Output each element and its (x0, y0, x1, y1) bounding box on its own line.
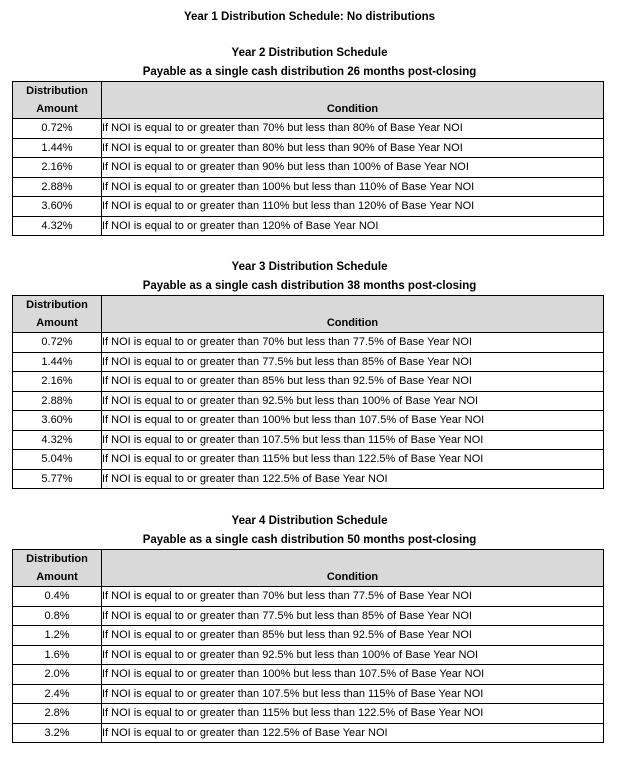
distribution-amount: 1.44% (13, 352, 102, 372)
distribution-condition: If NOI is equal to or greater than 85% but less than 92.5% of Base Year NOI (102, 626, 604, 646)
distribution-amount: 3.60% (13, 197, 102, 217)
amount-header-line2: Amount (36, 571, 78, 583)
distribution-amount: 1.44% (13, 138, 102, 158)
year3-schedule-table (12, 295, 604, 489)
distribution-amount: 0.4% (13, 587, 102, 607)
table-row (13, 587, 604, 607)
distribution-condition: If NOI is equal to or greater than 100% but less than 110% of Base Year NOI (102, 177, 604, 197)
distribution-amount: 0.72% (13, 119, 102, 139)
distribution-amount: 1.2% (13, 626, 102, 646)
amount-header-line2: Amount (36, 103, 78, 115)
year3-title: Year 3 Distribution Schedule (231, 261, 388, 273)
amount-column-header (13, 82, 102, 119)
distribution-amount: 2.88% (13, 177, 102, 197)
table-row (13, 645, 604, 665)
table-header-row (13, 296, 604, 333)
distribution-amount: 1.6% (13, 645, 102, 665)
table-row (13, 391, 604, 411)
amount-header-line2: Amount (36, 317, 78, 329)
distribution-amount: 2.16% (13, 372, 102, 392)
table-row (13, 197, 604, 217)
year4-schedule-table (12, 549, 604, 743)
amount-column-header (13, 550, 102, 587)
distribution-condition: If NOI is equal to or greater than 122.5% of Base Year NOI (102, 723, 604, 743)
year4-subtitle: Payable as a single cash distribution 50 months post-closing (142, 534, 477, 546)
table-row (13, 138, 604, 158)
table-row (13, 411, 604, 431)
distribution-amount: 2.0% (13, 665, 102, 685)
year1-title: Year 1 Distribution Schedule: No distributions (183, 11, 436, 23)
distribution-condition: If NOI is equal to or greater than 80% but less than 90% of Base Year NOI (102, 138, 604, 158)
table-row (13, 430, 604, 450)
distribution-amount: 5.04% (13, 450, 102, 470)
condition-column-header: Condition (102, 550, 604, 587)
distribution-condition: If NOI is equal to or greater than 70% but less than 77.5% of Base Year NOI (102, 333, 604, 353)
distribution-condition: If NOI is equal to or greater than 107.5% but less than 115% of Base Year NOI (102, 684, 604, 704)
distribution-condition: If NOI is equal to or greater than 110% but less than 120% of Base Year NOI (102, 197, 604, 217)
table-row (13, 177, 604, 197)
table-row (13, 684, 604, 704)
distribution-amount: 3.60% (13, 411, 102, 431)
table-row (13, 158, 604, 178)
distribution-condition: If NOI is equal to or greater than 92.5% but less than 100% of Base Year NOI (102, 391, 604, 411)
distribution-condition: If NOI is equal to or greater than 77.5% but less than 85% of Base Year NOI (102, 352, 604, 372)
distribution-amount: 2.4% (13, 684, 102, 704)
table-row (13, 372, 604, 392)
distribution-amount: 2.16% (13, 158, 102, 178)
year2-title: Year 2 Distribution Schedule (231, 47, 388, 59)
distribution-amount: 2.8% (13, 704, 102, 724)
amount-column-header (13, 296, 102, 333)
table-header-row (13, 82, 604, 119)
amount-header-line1: Distribution (26, 299, 88, 311)
table-header-row (13, 550, 604, 587)
distribution-amount: 0.8% (13, 606, 102, 626)
distribution-condition: If NOI is equal to or greater than 115% but less than 122.5% of Base Year NOI (102, 450, 604, 470)
distribution-condition: If NOI is equal to or greater than 115% but less than 122.5% of Base Year NOI (102, 704, 604, 724)
table-row (13, 352, 604, 372)
distribution-condition: If NOI is equal to or greater than 122.5% of Base Year NOI (102, 469, 604, 489)
year2-schedule-table (12, 81, 604, 236)
year2-subtitle: Payable as a single cash distribution 26 months post-closing (142, 66, 477, 78)
distribution-condition: If NOI is equal to or greater than 70% but less than 80% of Base Year NOI (102, 119, 604, 139)
distribution-condition: If NOI is equal to or greater than 100% but less than 107.5% of Base Year NOI (102, 665, 604, 685)
distribution-condition: If NOI is equal to or greater than 92.5% but less than 100% of Base Year NOI (102, 645, 604, 665)
distribution-amount: 4.32% (13, 430, 102, 450)
table-row (13, 216, 604, 236)
distribution-amount: 4.32% (13, 216, 102, 236)
distribution-condition: If NOI is equal to or greater than 120% of Base Year NOI (102, 216, 604, 236)
condition-column-header: Condition (102, 296, 604, 333)
distribution-condition: If NOI is equal to or greater than 100% but less than 107.5% of Base Year NOI (102, 411, 604, 431)
distribution-amount: 0.72% (13, 333, 102, 353)
amount-header-line1: Distribution (26, 85, 88, 97)
table-row (13, 626, 604, 646)
table-row (13, 704, 604, 724)
table-row (13, 333, 604, 353)
year3-subtitle: Payable as a single cash distribution 38 months post-closing (142, 280, 477, 292)
distribution-condition: If NOI is equal to or greater than 77.5% but less than 85% of Base Year NOI (102, 606, 604, 626)
distribution-condition: If NOI is equal to or greater than 70% but less than 77.5% of Base Year NOI (102, 587, 604, 607)
table-row (13, 723, 604, 743)
table-row (13, 450, 604, 470)
distribution-condition: If NOI is equal to or greater than 107.5% but less than 115% of Base Year NOI (102, 430, 604, 450)
distribution-condition: If NOI is equal to or greater than 90% but less than 100% of Base Year NOI (102, 158, 604, 178)
table-row (13, 665, 604, 685)
amount-header-line1: Distribution (26, 553, 88, 565)
distribution-amount: 3.2% (13, 723, 102, 743)
condition-column-header: Condition (102, 82, 604, 119)
distribution-amount: 2.88% (13, 391, 102, 411)
distribution-amount: 5.77% (13, 469, 102, 489)
table-row (13, 606, 604, 626)
year4-title: Year 4 Distribution Schedule (231, 515, 388, 527)
table-row (13, 119, 604, 139)
table-row (13, 469, 604, 489)
distribution-condition: If NOI is equal to or greater than 85% but less than 92.5% of Base Year NOI (102, 372, 604, 392)
